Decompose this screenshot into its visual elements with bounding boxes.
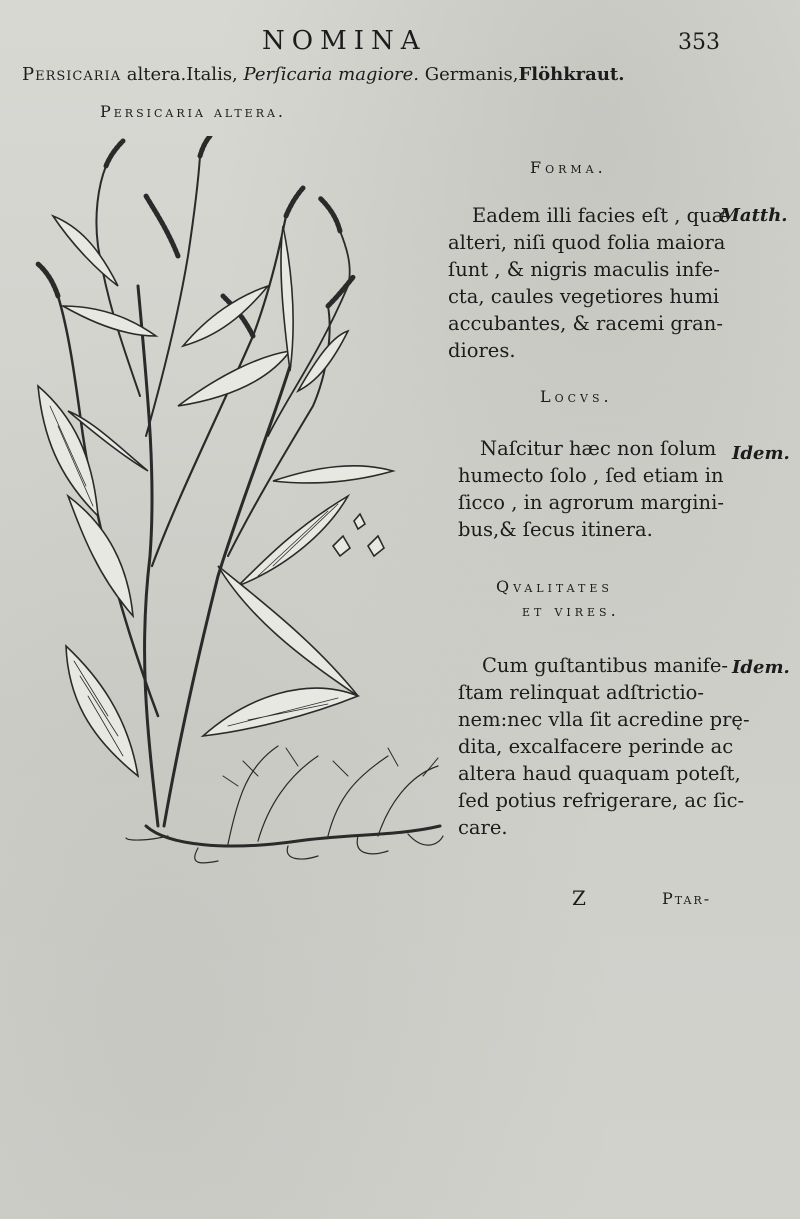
locus-line-2: humecto ſolo , ſed etiam in — [458, 464, 724, 487]
qualitates-line-1: Cum guſtantibus manife- — [482, 654, 729, 677]
locus-line-3: ſicco , in agrorum margini- — [458, 491, 724, 514]
qualitates-line-6: ſed potius refrigerare, ac ſic- — [458, 789, 745, 812]
forma-line-6: diores. — [448, 339, 516, 362]
page-header-title: NOMINA — [262, 26, 427, 56]
plant-names-line — [22, 64, 625, 85]
locus-line-4: bus,& ſecus itinera. — [458, 518, 653, 541]
catchword: Ptar- — [662, 889, 712, 908]
qualitates-line-5: altera haud quaquam poteſt, — [458, 762, 741, 785]
forma-line-4: cta, caules vegetiores humi — [448, 285, 720, 308]
names-germanis: Germanis, — [424, 64, 519, 85]
margin-note-idem-2: Idem. — [732, 657, 790, 678]
signature-mark: Z — [572, 886, 586, 910]
qualitates-line-3: nem:nec vlla ſit acredine prę- — [458, 708, 750, 731]
locus-line-1: Naſcitur hæc non ſolum — [480, 437, 717, 460]
forma-line-2: alteri, niſi quod folia maiora — [448, 231, 726, 254]
names-latin: Persicaria — [22, 64, 122, 85]
margin-note-matth: Matth. — [720, 205, 788, 226]
margin-note-idem-1: Idem. — [732, 443, 790, 464]
forma-line-1: Eadem illi facies eſt , quæ — [472, 204, 731, 227]
forma-line-3: ſunt , & nigris maculis infe- — [448, 258, 720, 281]
plant-woodcut-illustration — [28, 136, 448, 866]
names-german: Flöhkraut. — [518, 64, 625, 85]
names-italis: altera.Italis, — [121, 64, 238, 85]
names-italian: Perſicaria magiore. — [243, 64, 420, 85]
figure-caption: Persicaria altera. — [100, 102, 287, 121]
section-heading-locus: Locvs. — [540, 387, 613, 406]
qualitates-line-4: dita, excalfacere perinde ac — [458, 735, 734, 758]
qualitates-line-7: care. — [458, 816, 508, 839]
qualitates-line-2: ſtam relinquat adſtrictio- — [458, 681, 705, 704]
section-heading-vires: et vires. — [522, 601, 620, 620]
page-number: 353 — [678, 30, 720, 55]
section-heading-qualitates: Qvalitates — [496, 577, 613, 596]
forma-line-5: accubantes, & racemi gran- — [448, 312, 723, 335]
section-heading-forma: Forma. — [530, 158, 607, 177]
